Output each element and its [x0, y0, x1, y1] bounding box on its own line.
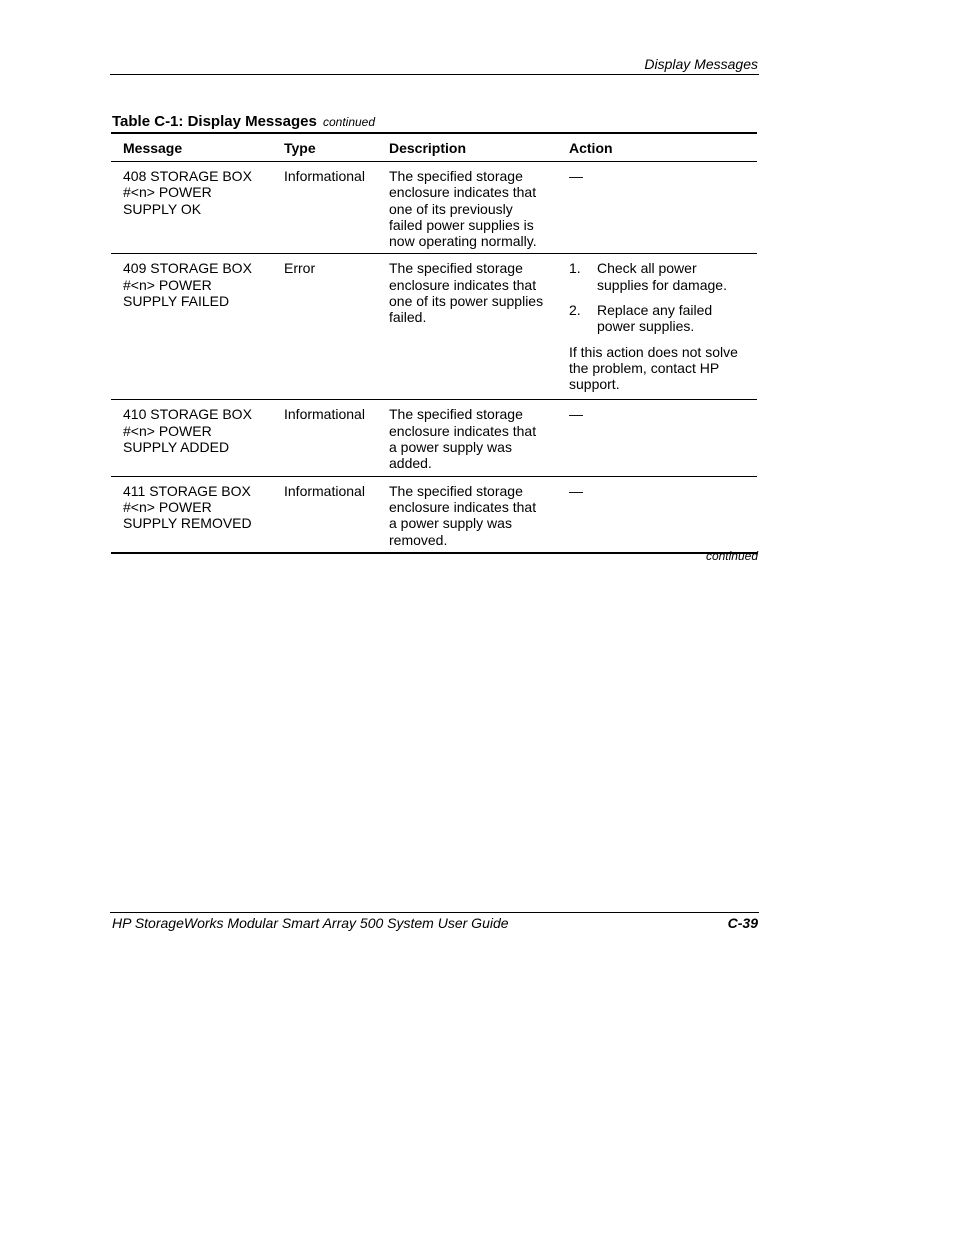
description-line: The specified storage	[389, 482, 523, 499]
action-note-line: support.	[569, 376, 620, 393]
message-cell	[111, 162, 284, 254]
column-header-type: Type	[284, 133, 389, 162]
description-cell	[389, 162, 569, 254]
page-number: C-39	[727, 915, 758, 931]
description-line: enclosure indicates that	[389, 422, 537, 439]
table-header-row	[111, 133, 757, 162]
action-cell	[569, 254, 757, 400]
type-cell: Informational	[284, 476, 389, 553]
description-line: removed.	[389, 531, 448, 548]
description-line: The specified storage	[389, 406, 523, 423]
message-line: 411 STORAGE BOX	[123, 482, 251, 499]
description-line: The specified storage	[389, 168, 523, 184]
running-head: Display Messages	[644, 56, 758, 72]
message-cell	[111, 476, 284, 553]
message-line: SUPPLY OK	[123, 200, 202, 217]
description-line: one of its power supplies	[389, 293, 544, 310]
table-row	[111, 254, 757, 400]
description-line: The specified storage	[389, 260, 523, 277]
footer-rule	[110, 912, 759, 913]
column-header-message: Message	[111, 133, 284, 162]
message-line: SUPPLY ADDED	[123, 439, 230, 456]
action-step	[569, 260, 757, 293]
description-line: failed power supplies is	[389, 216, 534, 233]
description-line: enclosure indicates that	[389, 276, 537, 293]
action-note-line: the problem, contact HP	[569, 359, 720, 376]
description-cell	[389, 400, 569, 476]
message-line: #<n> POWER	[123, 422, 212, 439]
description-line: a power supply was	[389, 515, 512, 532]
type-cell: Informational	[284, 400, 389, 476]
table-continued-note: continued	[705, 549, 758, 563]
type-cell: Informational	[284, 162, 389, 254]
message-line: SUPPLY REMOVED	[123, 515, 252, 532]
message-line: #<n> POWER	[123, 184, 212, 201]
display-messages-table	[111, 132, 757, 554]
action-step-line: supplies for damage.	[597, 276, 727, 293]
action-step-line: power supplies.	[597, 318, 695, 335]
action-cell: —	[569, 162, 757, 254]
action-step	[569, 302, 757, 335]
table-caption	[112, 113, 375, 130]
message-cell	[111, 400, 284, 476]
action-steps-list	[569, 260, 757, 334]
action-cell: —	[569, 476, 757, 553]
table-caption-continued: continued	[322, 115, 376, 129]
action-note-line: If this action does not solve	[569, 343, 738, 360]
message-line: 408 STORAGE BOX	[123, 168, 252, 184]
description-cell	[389, 254, 569, 400]
message-cell	[111, 254, 284, 400]
description-line: enclosure indicates that	[389, 184, 537, 201]
action-cell: —	[569, 400, 757, 476]
table-row	[111, 476, 757, 553]
description-line: added.	[389, 455, 432, 472]
header-rule	[110, 74, 759, 75]
type-cell: Error	[284, 254, 389, 400]
message-line: #<n> POWER	[123, 498, 212, 515]
action-step-number: 2.	[569, 302, 581, 319]
action-note	[569, 344, 757, 393]
column-header-description: Description	[389, 133, 569, 162]
message-line: #<n> POWER	[123, 276, 212, 293]
description-line: failed.	[389, 309, 427, 326]
message-line: SUPPLY FAILED	[123, 293, 230, 310]
footer-title: HP StorageWorks Modular Smart Array 500 System User Guide	[112, 915, 509, 931]
description-line: a power supply was	[389, 439, 512, 456]
description-line: now operating normally.	[389, 233, 537, 250]
message-line: 410 STORAGE BOX	[123, 406, 252, 423]
message-line: 409 STORAGE BOX	[123, 260, 252, 277]
description-line: one of its previously	[389, 200, 513, 217]
action-step-number: 1.	[569, 260, 581, 277]
table-caption-label: Table C-1: Display Messages	[112, 113, 317, 130]
description-cell	[389, 476, 569, 553]
column-header-action: Action	[569, 133, 757, 162]
action-step-line: Replace any failed	[597, 302, 713, 319]
table-row	[111, 162, 757, 254]
description-line: enclosure indicates that	[389, 498, 537, 515]
action-step-line: Check all power	[597, 260, 697, 277]
display-messages-table-wrap	[111, 132, 757, 554]
table-row	[111, 400, 757, 476]
